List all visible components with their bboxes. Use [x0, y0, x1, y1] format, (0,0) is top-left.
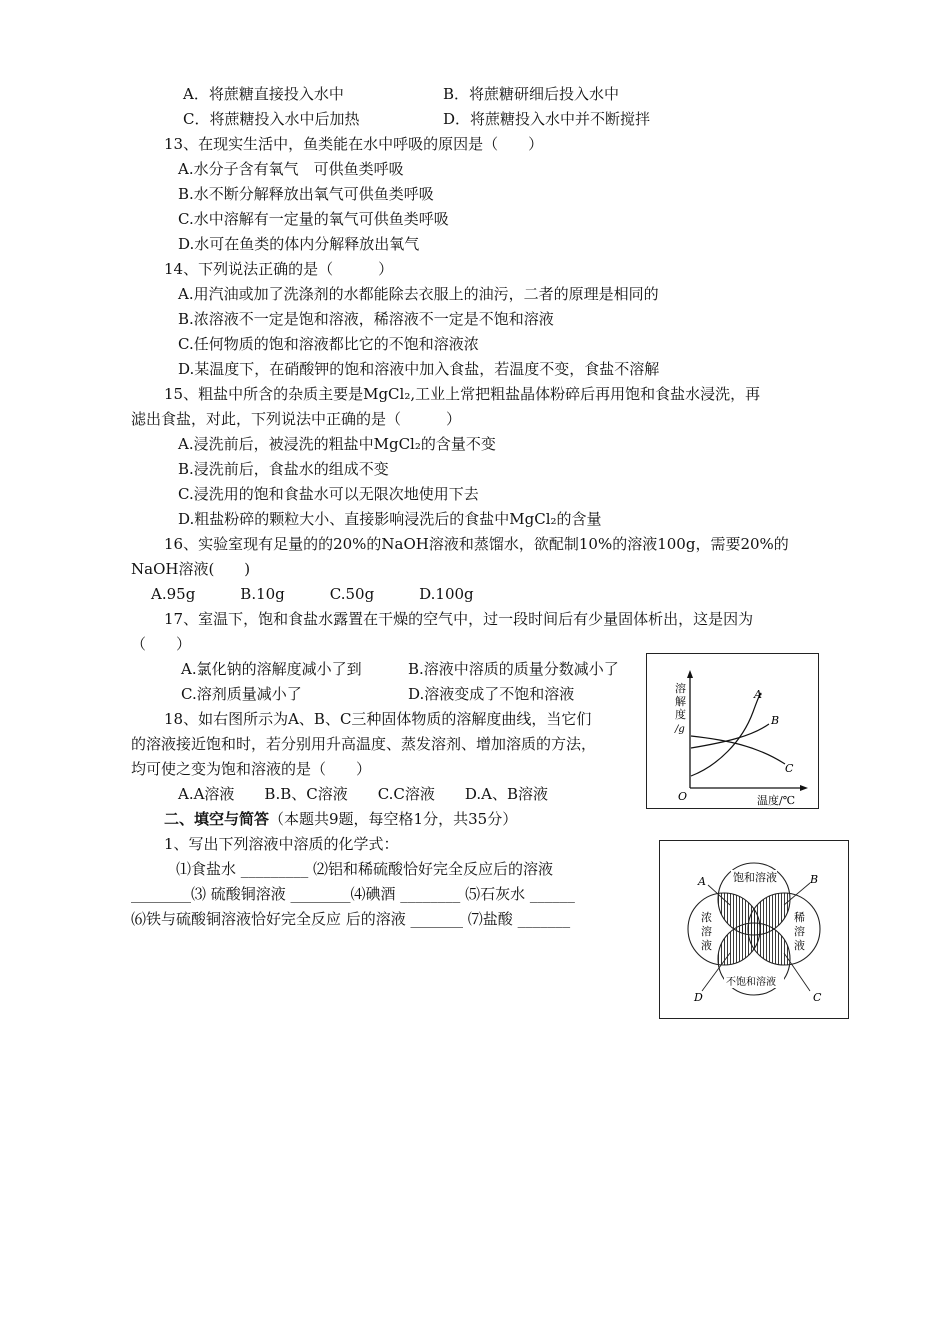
q18-options: A.A溶液 B.B、C溶液 C.C溶液 D.A、B溶液	[178, 785, 549, 803]
q17-stem-line1: 17、室温下，饱和食盐水露置在干燥的空气中，过一段时间后有少量固体析出，这是因为	[164, 610, 754, 628]
q13-option-a: A.水分子含有氧气 可供鱼类呼吸	[178, 160, 404, 178]
dilute-label-2: 溶	[794, 925, 805, 938]
y-label-2: 解	[675, 695, 686, 708]
solution-venn-svg	[660, 841, 848, 1018]
curve-b	[691, 724, 769, 748]
q17-option-a: A.氯化钠的溶解度减小了到	[181, 660, 362, 678]
q15-option-c: C.浸洗用的饱和食盐水可以无限次地使用下去	[178, 485, 479, 503]
fill-q1-line2: ________⑶ 硫酸铜溶液 ________⑷碘酒 ________ ⑸石灰水 ______	[131, 885, 575, 903]
q16-stem-line1: 16、实验室现有足量的的20%的NaOH溶液和蒸馏水，欲配制10%的溶液100g，需要20%的	[164, 535, 789, 553]
y-label-1: 溶	[675, 682, 686, 695]
q12-option-c: C．将蔗糖投入水中后加热	[183, 110, 360, 128]
q18-stem-line3: 均可使之变为饱和溶液的是（ ）	[131, 760, 372, 778]
y-label-4: /g	[675, 724, 685, 735]
fill-q1-stem: 1、写出下列溶液中溶质的化学式：	[164, 835, 399, 853]
q15-option-d: D.粗盐粉碎的颗粒大小、直接影响浸洗后的食盐中MgCl₂的含量	[178, 510, 602, 528]
concentrated-label-1: 浓	[701, 911, 712, 924]
q13-option-d: D.水可在鱼类的体内分解释放出氧气	[178, 235, 420, 253]
q15-stem-line2: 滤出食盐，对此，下列说法中正确的是（ ）	[131, 410, 462, 428]
q12-option-a: A．将蔗糖直接投入水中	[183, 85, 344, 103]
q14-option-b: B.浓溶液不一定是饱和溶液，稀溶液不一定是不饱和溶液	[178, 310, 554, 328]
q13-option-b: B.水不断分解释放出氧气可供鱼类呼吸	[178, 185, 434, 203]
curve-a-label: A	[754, 688, 762, 701]
curve-c-label: C	[785, 762, 794, 775]
q15-option-b: B.浸洗前后，食盐水的组成不变	[178, 460, 389, 478]
saturated-label: 饱和溶液	[733, 871, 777, 884]
concentrated-label-2: 溶	[701, 925, 712, 938]
q13-option-c: C.水中溶解有一定量的氧气可供鱼类呼吸	[178, 210, 449, 228]
concentrated-label-3: 液	[701, 939, 712, 952]
origin-label: O	[678, 790, 688, 803]
x-axis-label: 温度/℃	[757, 794, 796, 807]
fill-q1-line3: ⑹铁与硫酸铜溶液恰好完全反应 后的溶液 _______ ⑺盐酸 _______	[131, 910, 571, 928]
corner-b: B	[810, 873, 819, 886]
q14-stem: 14、下列说法正确的是（ ）	[164, 260, 394, 278]
q17-option-c: C.溶剂质量减小了	[181, 685, 302, 703]
q18-stem-line1: 18、如右图所示为A、B、C三种固体物质的溶解度曲线，当它们	[164, 710, 592, 728]
q16-options: A.95g B.10g C.50g D.100g	[151, 585, 474, 603]
x-axis-arrow	[800, 785, 808, 791]
corner-a: A	[698, 875, 706, 888]
q18-stem-line2: 的溶液接近饱和时，若分别用升高温度、蒸发溶剂、增加溶质的方法，	[131, 735, 597, 753]
section-2-title: 二、填空与简答	[164, 810, 270, 828]
y-axis-arrow	[687, 670, 693, 678]
q16-stem-line2: NaOH溶液( )	[131, 560, 251, 578]
q12-option-b: B．将蔗糖研细后投入水中	[443, 85, 620, 103]
q14-option-d: D.某温度下，在硝酸钾的饱和溶液中加入食盐，若温度不变，食盐不溶解	[178, 360, 660, 378]
section-2-note: （本题共9题，每空格1分，共35分）	[269, 810, 518, 828]
q15-stem-line1: 15、粗盐中所含的杂质主要是MgCl₂,工业上常把粗盐晶体粉碎后再用饱和食盐水浸洗，再	[164, 385, 761, 403]
q14-option-c: C.任何物质的饱和溶液都比它的不饱和溶液浓	[178, 335, 479, 353]
curve-a	[691, 693, 761, 776]
q13-stem: 13、在现实生活中，鱼类能在水中呼吸的原因是（ ）	[164, 135, 544, 153]
corner-d: D	[694, 991, 703, 1004]
curve-b-label: B	[771, 714, 780, 727]
dilute-label-3: 液	[794, 939, 805, 952]
dilute-label-1: 稀	[794, 911, 805, 924]
q17-option-b: B.溶液中溶质的质量分数减小了	[408, 660, 619, 678]
q17-option-d: D.溶液变成了不饱和溶液	[408, 685, 575, 703]
fill-q1-line1: ⑴食盐水 _________ ⑵铝和稀硫酸恰好完全反应后的溶液	[176, 860, 554, 878]
q12-option-d: D．将蔗糖投入水中并不断搅拌	[443, 110, 651, 128]
y-label-3: 度	[675, 708, 686, 721]
q14-option-a: A.用汽油或加了洗涤剂的水都能除去衣服上的油污，二者的原理是相同的	[178, 285, 659, 303]
unsaturated-label: 不饱和溶液	[726, 977, 776, 988]
solubility-curve-svg	[647, 654, 818, 808]
section-2-heading	[164, 809, 517, 829]
solution-venn-figure	[659, 840, 849, 1019]
q15-option-a: A.浸洗前后，被浸洗的粗盐中MgCl₂的含量不变	[178, 435, 496, 453]
q17-stem-line2: （ ）	[131, 635, 192, 653]
corner-c: C	[813, 991, 822, 1004]
solubility-curve-figure	[646, 653, 819, 809]
